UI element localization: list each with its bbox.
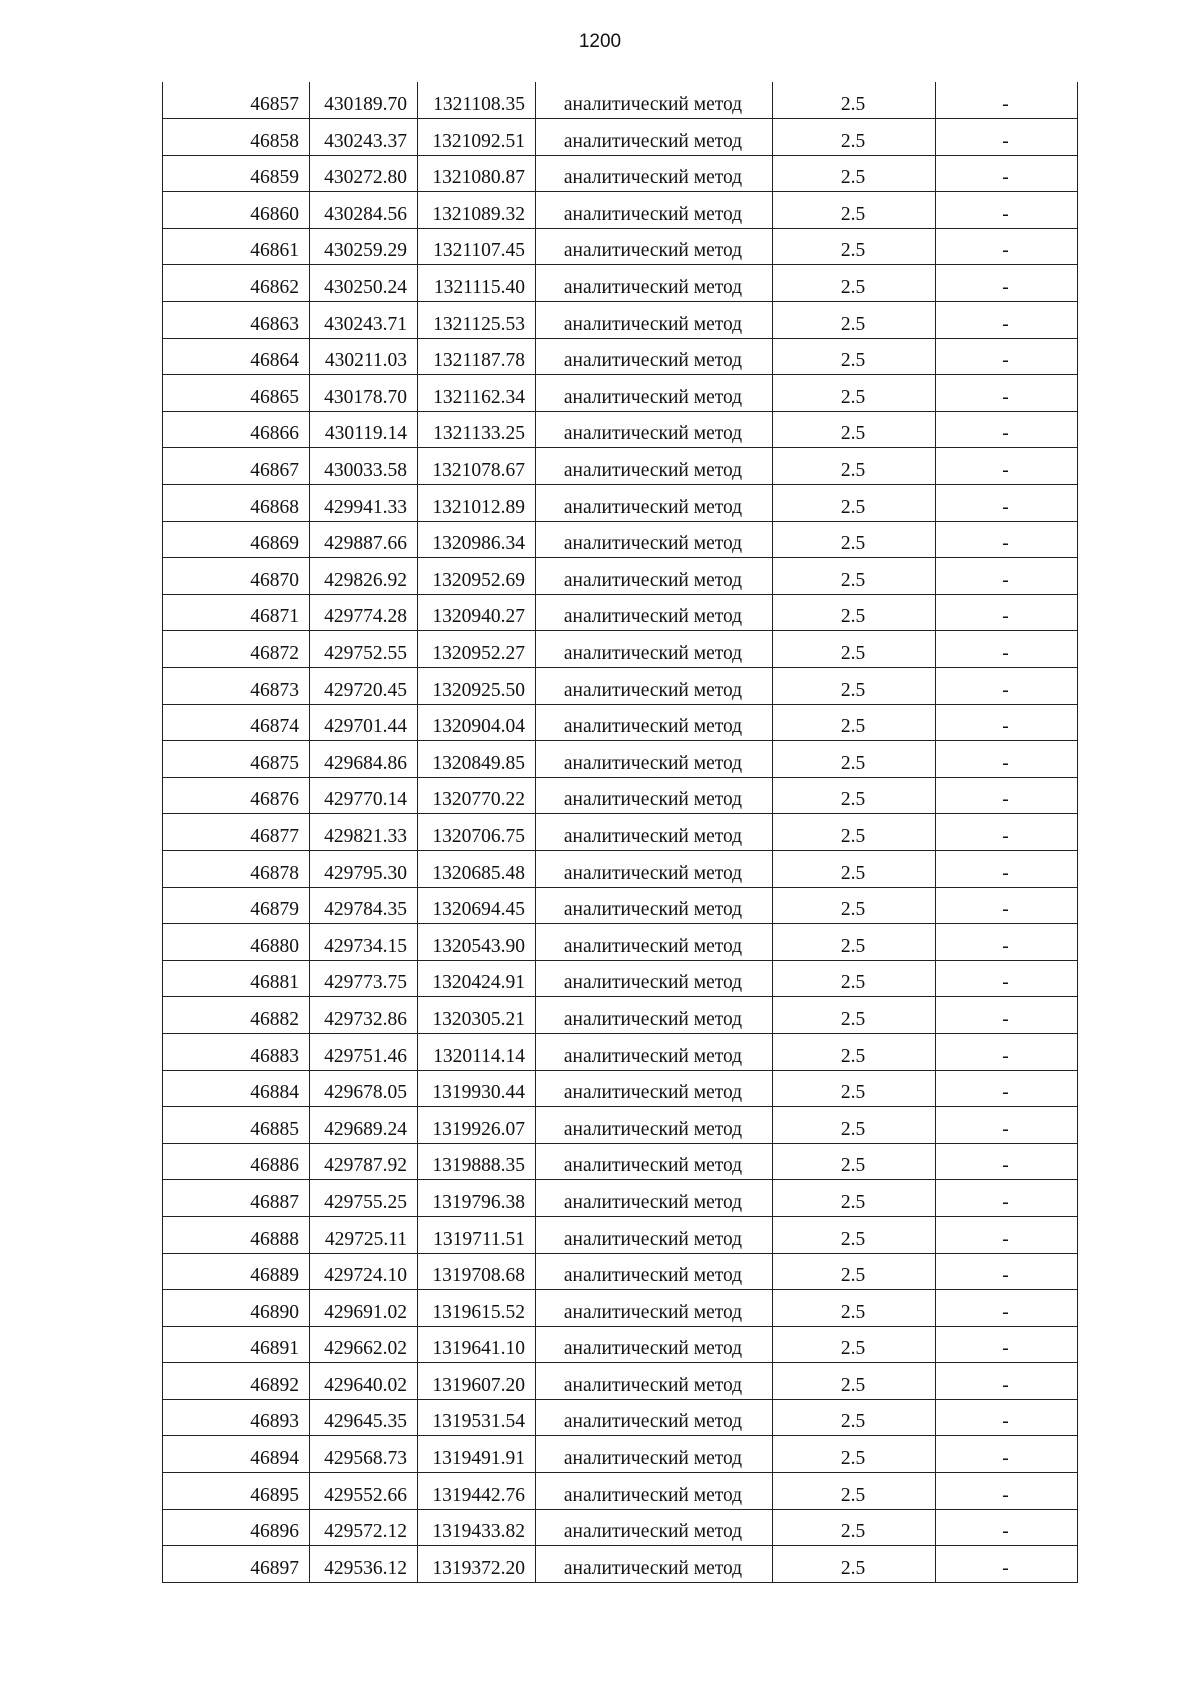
method-cell: аналитический метод <box>536 1326 773 1363</box>
note-cell: - <box>936 997 1078 1034</box>
point-number-cell: 46879 <box>163 887 310 924</box>
note-cell: - <box>936 1436 1078 1473</box>
note-cell: - <box>936 594 1078 631</box>
y-coordinate-cell: 1320952.27 <box>418 631 536 668</box>
error-cell: 2.5 <box>773 924 936 961</box>
table-row <box>163 155 1078 192</box>
x-coordinate-cell: 429720.45 <box>310 668 418 705</box>
method-cell: аналитический метод <box>536 1033 773 1070</box>
point-number-cell: 46868 <box>163 485 310 522</box>
error-cell: 2.5 <box>773 1290 936 1327</box>
note-cell: - <box>936 1180 1078 1217</box>
table-row <box>163 1326 1078 1363</box>
method-cell: аналитический метод <box>536 1473 773 1510</box>
x-coordinate-cell: 429732.86 <box>310 997 418 1034</box>
note-cell: - <box>936 1473 1078 1510</box>
error-cell: 2.5 <box>773 228 936 265</box>
y-coordinate-cell: 1319888.35 <box>418 1143 536 1180</box>
x-coordinate-cell: 430119.14 <box>310 411 418 448</box>
x-coordinate-cell: 430250.24 <box>310 265 418 302</box>
note-cell: - <box>936 448 1078 485</box>
y-coordinate-cell: 1319531.54 <box>418 1399 536 1436</box>
error-cell: 2.5 <box>773 814 936 851</box>
note-cell: - <box>936 155 1078 192</box>
x-coordinate-cell: 429821.33 <box>310 814 418 851</box>
error-cell: 2.5 <box>773 850 936 887</box>
point-number-cell: 46863 <box>163 302 310 339</box>
point-number-cell: 46859 <box>163 155 310 192</box>
x-coordinate-cell: 429887.66 <box>310 521 418 558</box>
y-coordinate-cell: 1320904.04 <box>418 704 536 741</box>
table-row <box>163 668 1078 705</box>
x-coordinate-cell: 429787.92 <box>310 1143 418 1180</box>
table-row <box>163 1107 1078 1144</box>
note-cell: - <box>936 1546 1078 1583</box>
note-cell: - <box>936 375 1078 412</box>
note-cell: - <box>936 82 1078 119</box>
note-cell: - <box>936 1363 1078 1400</box>
y-coordinate-cell: 1321089.32 <box>418 192 536 229</box>
table-row <box>163 521 1078 558</box>
error-cell: 2.5 <box>773 887 936 924</box>
point-number-cell: 46870 <box>163 558 310 595</box>
method-cell: аналитический метод <box>536 265 773 302</box>
table-row <box>163 594 1078 631</box>
error-cell: 2.5 <box>773 1399 936 1436</box>
table-row <box>163 192 1078 229</box>
table-row <box>163 777 1078 814</box>
table-row <box>163 741 1078 778</box>
point-number-cell: 46893 <box>163 1399 310 1436</box>
method-cell: аналитический метод <box>536 448 773 485</box>
y-coordinate-cell: 1321125.53 <box>418 302 536 339</box>
note-cell: - <box>936 668 1078 705</box>
y-coordinate-cell: 1320952.69 <box>418 558 536 595</box>
point-number-cell: 46880 <box>163 924 310 961</box>
table-row <box>163 119 1078 156</box>
y-coordinate-cell: 1321108.35 <box>418 82 536 119</box>
table-row <box>163 375 1078 412</box>
note-cell: - <box>936 1143 1078 1180</box>
x-coordinate-cell: 429684.86 <box>310 741 418 778</box>
y-coordinate-cell: 1320694.45 <box>418 887 536 924</box>
y-coordinate-cell: 1321187.78 <box>418 338 536 375</box>
point-number-cell: 46869 <box>163 521 310 558</box>
method-cell: аналитический метод <box>536 82 773 119</box>
y-coordinate-cell: 1319433.82 <box>418 1509 536 1546</box>
point-number-cell: 46878 <box>163 850 310 887</box>
y-coordinate-cell: 1319796.38 <box>418 1180 536 1217</box>
point-number-cell: 46891 <box>163 1326 310 1363</box>
y-coordinate-cell: 1319442.76 <box>418 1473 536 1510</box>
note-cell: - <box>936 228 1078 265</box>
method-cell: аналитический метод <box>536 155 773 192</box>
point-number-cell: 46871 <box>163 594 310 631</box>
y-coordinate-cell: 1319926.07 <box>418 1107 536 1144</box>
x-coordinate-cell: 429795.30 <box>310 850 418 887</box>
point-number-cell: 46874 <box>163 704 310 741</box>
x-coordinate-cell: 430033.58 <box>310 448 418 485</box>
note-cell: - <box>936 1290 1078 1327</box>
x-coordinate-cell: 429689.24 <box>310 1107 418 1144</box>
point-number-cell: 46894 <box>163 1436 310 1473</box>
table-row <box>163 1253 1078 1290</box>
y-coordinate-cell: 1321133.25 <box>418 411 536 448</box>
method-cell: аналитический метод <box>536 960 773 997</box>
error-cell: 2.5 <box>773 192 936 229</box>
table-row <box>163 411 1078 448</box>
error-cell: 2.5 <box>773 1180 936 1217</box>
note-cell: - <box>936 192 1078 229</box>
y-coordinate-cell: 1320849.85 <box>418 741 536 778</box>
error-cell: 2.5 <box>773 1436 936 1473</box>
x-coordinate-cell: 429826.92 <box>310 558 418 595</box>
note-cell: - <box>936 924 1078 961</box>
table-row <box>163 1033 1078 1070</box>
y-coordinate-cell: 1321080.87 <box>418 155 536 192</box>
y-coordinate-cell: 1319491.91 <box>418 1436 536 1473</box>
note-cell: - <box>936 1509 1078 1546</box>
y-coordinate-cell: 1320770.22 <box>418 777 536 814</box>
method-cell: аналитический метод <box>536 997 773 1034</box>
note-cell: - <box>936 704 1078 741</box>
error-cell: 2.5 <box>773 1509 936 1546</box>
point-number-cell: 46865 <box>163 375 310 412</box>
y-coordinate-cell: 1319372.20 <box>418 1546 536 1583</box>
point-number-cell: 46860 <box>163 192 310 229</box>
method-cell: аналитический метод <box>536 1546 773 1583</box>
method-cell: аналитический метод <box>536 521 773 558</box>
point-number-cell: 46866 <box>163 411 310 448</box>
point-number-cell: 46872 <box>163 631 310 668</box>
error-cell: 2.5 <box>773 1326 936 1363</box>
point-number-cell: 46867 <box>163 448 310 485</box>
table-row <box>163 485 1078 522</box>
method-cell: аналитический метод <box>536 1290 773 1327</box>
note-cell: - <box>936 485 1078 522</box>
point-number-cell: 46889 <box>163 1253 310 1290</box>
method-cell: аналитический метод <box>536 1436 773 1473</box>
x-coordinate-cell: 430211.03 <box>310 338 418 375</box>
method-cell: аналитический метод <box>536 375 773 412</box>
error-cell: 2.5 <box>773 594 936 631</box>
point-number-cell: 46883 <box>163 1033 310 1070</box>
coordinates-table <box>162 82 1078 1583</box>
point-number-cell: 46862 <box>163 265 310 302</box>
table-row <box>163 1070 1078 1107</box>
x-coordinate-cell: 429568.73 <box>310 1436 418 1473</box>
error-cell: 2.5 <box>773 777 936 814</box>
x-coordinate-cell: 429662.02 <box>310 1326 418 1363</box>
error-cell: 2.5 <box>773 1473 936 1510</box>
method-cell: аналитический метод <box>536 192 773 229</box>
method-cell: аналитический метод <box>536 924 773 961</box>
error-cell: 2.5 <box>773 1216 936 1253</box>
table-row <box>163 887 1078 924</box>
table-row <box>163 228 1078 265</box>
table-row <box>163 82 1078 119</box>
x-coordinate-cell: 429734.15 <box>310 924 418 961</box>
y-coordinate-cell: 1321107.45 <box>418 228 536 265</box>
y-coordinate-cell: 1320986.34 <box>418 521 536 558</box>
note-cell: - <box>936 411 1078 448</box>
point-number-cell: 46864 <box>163 338 310 375</box>
point-number-cell: 46884 <box>163 1070 310 1107</box>
table-row <box>163 1546 1078 1583</box>
table-row <box>163 960 1078 997</box>
table-row <box>163 1399 1078 1436</box>
note-cell: - <box>936 338 1078 375</box>
y-coordinate-cell: 1319615.52 <box>418 1290 536 1327</box>
method-cell: аналитический метод <box>536 1363 773 1400</box>
error-cell: 2.5 <box>773 119 936 156</box>
table-row <box>163 1509 1078 1546</box>
error-cell: 2.5 <box>773 1363 936 1400</box>
method-cell: аналитический метод <box>536 704 773 741</box>
y-coordinate-cell: 1320424.91 <box>418 960 536 997</box>
method-cell: аналитический метод <box>536 485 773 522</box>
error-cell: 2.5 <box>773 558 936 595</box>
method-cell: аналитический метод <box>536 1070 773 1107</box>
error-cell: 2.5 <box>773 338 936 375</box>
point-number-cell: 46873 <box>163 668 310 705</box>
error-cell: 2.5 <box>773 631 936 668</box>
error-cell: 2.5 <box>773 265 936 302</box>
note-cell: - <box>936 265 1078 302</box>
table-row <box>163 924 1078 961</box>
x-coordinate-cell: 429773.75 <box>310 960 418 997</box>
error-cell: 2.5 <box>773 1033 936 1070</box>
note-cell: - <box>936 814 1078 851</box>
y-coordinate-cell: 1320543.90 <box>418 924 536 961</box>
error-cell: 2.5 <box>773 411 936 448</box>
x-coordinate-cell: 430243.37 <box>310 119 418 156</box>
x-coordinate-cell: 430243.71 <box>310 302 418 339</box>
x-coordinate-cell: 429678.05 <box>310 1070 418 1107</box>
method-cell: аналитический метод <box>536 119 773 156</box>
y-coordinate-cell: 1319708.68 <box>418 1253 536 1290</box>
y-coordinate-cell: 1321078.67 <box>418 448 536 485</box>
error-cell: 2.5 <box>773 375 936 412</box>
table-row <box>163 704 1078 741</box>
error-cell: 2.5 <box>773 521 936 558</box>
point-number-cell: 46892 <box>163 1363 310 1400</box>
table-row <box>163 338 1078 375</box>
error-cell: 2.5 <box>773 741 936 778</box>
y-coordinate-cell: 1319641.10 <box>418 1326 536 1363</box>
method-cell: аналитический метод <box>536 1180 773 1217</box>
table-row <box>163 265 1078 302</box>
x-coordinate-cell: 430189.70 <box>310 82 418 119</box>
table-row <box>163 814 1078 851</box>
table-row <box>163 558 1078 595</box>
x-coordinate-cell: 429645.35 <box>310 1399 418 1436</box>
x-coordinate-cell: 429941.33 <box>310 485 418 522</box>
method-cell: аналитический метод <box>536 777 773 814</box>
method-cell: аналитический метод <box>536 1253 773 1290</box>
method-cell: аналитический метод <box>536 594 773 631</box>
point-number-cell: 46896 <box>163 1509 310 1546</box>
x-coordinate-cell: 429572.12 <box>310 1509 418 1546</box>
x-coordinate-cell: 429640.02 <box>310 1363 418 1400</box>
point-number-cell: 46885 <box>163 1107 310 1144</box>
y-coordinate-cell: 1320685.48 <box>418 850 536 887</box>
error-cell: 2.5 <box>773 960 936 997</box>
error-cell: 2.5 <box>773 485 936 522</box>
point-number-cell: 46897 <box>163 1546 310 1583</box>
note-cell: - <box>936 777 1078 814</box>
x-coordinate-cell: 429752.55 <box>310 631 418 668</box>
y-coordinate-cell: 1319930.44 <box>418 1070 536 1107</box>
method-cell: аналитический метод <box>536 302 773 339</box>
note-cell: - <box>936 1399 1078 1436</box>
x-coordinate-cell: 429724.10 <box>310 1253 418 1290</box>
error-cell: 2.5 <box>773 668 936 705</box>
note-cell: - <box>936 119 1078 156</box>
method-cell: аналитический метод <box>536 850 773 887</box>
note-cell: - <box>936 850 1078 887</box>
x-coordinate-cell: 430284.56 <box>310 192 418 229</box>
x-coordinate-cell: 429691.02 <box>310 1290 418 1327</box>
note-cell: - <box>936 1216 1078 1253</box>
coordinates-table-body <box>163 82 1078 1582</box>
table-row <box>163 1436 1078 1473</box>
method-cell: аналитический метод <box>536 741 773 778</box>
x-coordinate-cell: 429536.12 <box>310 1546 418 1583</box>
note-cell: - <box>936 1070 1078 1107</box>
table-row <box>163 448 1078 485</box>
table-row <box>163 1363 1078 1400</box>
error-cell: 2.5 <box>773 302 936 339</box>
table-row <box>163 1216 1078 1253</box>
method-cell: аналитический метод <box>536 558 773 595</box>
y-coordinate-cell: 1321092.51 <box>418 119 536 156</box>
method-cell: аналитический метод <box>536 228 773 265</box>
y-coordinate-cell: 1320305.21 <box>418 997 536 1034</box>
x-coordinate-cell: 429774.28 <box>310 594 418 631</box>
method-cell: аналитический метод <box>536 887 773 924</box>
error-cell: 2.5 <box>773 1070 936 1107</box>
note-cell: - <box>936 1107 1078 1144</box>
table-row <box>163 1473 1078 1510</box>
error-cell: 2.5 <box>773 704 936 741</box>
x-coordinate-cell: 429701.44 <box>310 704 418 741</box>
method-cell: аналитический метод <box>536 1216 773 1253</box>
point-number-cell: 46861 <box>163 228 310 265</box>
point-number-cell: 46882 <box>163 997 310 1034</box>
method-cell: аналитический метод <box>536 411 773 448</box>
x-coordinate-cell: 429784.35 <box>310 887 418 924</box>
table-row <box>163 850 1078 887</box>
point-number-cell: 46877 <box>163 814 310 851</box>
method-cell: аналитический метод <box>536 1399 773 1436</box>
method-cell: аналитический метод <box>536 1143 773 1180</box>
error-cell: 2.5 <box>773 82 936 119</box>
table-row <box>163 1290 1078 1327</box>
y-coordinate-cell: 1320114.14 <box>418 1033 536 1070</box>
y-coordinate-cell: 1321012.89 <box>418 485 536 522</box>
point-number-cell: 46887 <box>163 1180 310 1217</box>
table-row <box>163 302 1078 339</box>
point-number-cell: 46858 <box>163 119 310 156</box>
x-coordinate-cell: 429751.46 <box>310 1033 418 1070</box>
y-coordinate-cell: 1319607.20 <box>418 1363 536 1400</box>
table-row <box>163 1180 1078 1217</box>
point-number-cell: 46886 <box>163 1143 310 1180</box>
point-number-cell: 46888 <box>163 1216 310 1253</box>
x-coordinate-cell: 430272.80 <box>310 155 418 192</box>
y-coordinate-cell: 1320706.75 <box>418 814 536 851</box>
table-row <box>163 631 1078 668</box>
x-coordinate-cell: 430178.70 <box>310 375 418 412</box>
note-cell: - <box>936 741 1078 778</box>
y-coordinate-cell: 1321115.40 <box>418 265 536 302</box>
x-coordinate-cell: 429725.11 <box>310 1216 418 1253</box>
x-coordinate-cell: 429552.66 <box>310 1473 418 1510</box>
error-cell: 2.5 <box>773 1107 936 1144</box>
error-cell: 2.5 <box>773 448 936 485</box>
point-number-cell: 46857 <box>163 82 310 119</box>
note-cell: - <box>936 1033 1078 1070</box>
error-cell: 2.5 <box>773 155 936 192</box>
error-cell: 2.5 <box>773 997 936 1034</box>
y-coordinate-cell: 1320940.27 <box>418 594 536 631</box>
error-cell: 2.5 <box>773 1546 936 1583</box>
point-number-cell: 46875 <box>163 741 310 778</box>
note-cell: - <box>936 302 1078 339</box>
method-cell: аналитический метод <box>536 668 773 705</box>
note-cell: - <box>936 558 1078 595</box>
method-cell: аналитический метод <box>536 1509 773 1546</box>
x-coordinate-cell: 430259.29 <box>310 228 418 265</box>
note-cell: - <box>936 521 1078 558</box>
point-number-cell: 46890 <box>163 1290 310 1327</box>
method-cell: аналитический метод <box>536 631 773 668</box>
point-number-cell: 46881 <box>163 960 310 997</box>
error-cell: 2.5 <box>773 1253 936 1290</box>
error-cell: 2.5 <box>773 1143 936 1180</box>
note-cell: - <box>936 631 1078 668</box>
point-number-cell: 46876 <box>163 777 310 814</box>
note-cell: - <box>936 887 1078 924</box>
note-cell: - <box>936 960 1078 997</box>
method-cell: аналитический метод <box>536 338 773 375</box>
note-cell: - <box>936 1326 1078 1363</box>
table-row <box>163 1143 1078 1180</box>
method-cell: аналитический метод <box>536 814 773 851</box>
x-coordinate-cell: 429770.14 <box>310 777 418 814</box>
note-cell: - <box>936 1253 1078 1290</box>
point-number-cell: 46895 <box>163 1473 310 1510</box>
y-coordinate-cell: 1321162.34 <box>418 375 536 412</box>
table-row <box>163 997 1078 1034</box>
method-cell: аналитический метод <box>536 1107 773 1144</box>
y-coordinate-cell: 1319711.51 <box>418 1216 536 1253</box>
x-coordinate-cell: 429755.25 <box>310 1180 418 1217</box>
y-coordinate-cell: 1320925.50 <box>418 668 536 705</box>
page-number: 1200 <box>578 31 622 52</box>
